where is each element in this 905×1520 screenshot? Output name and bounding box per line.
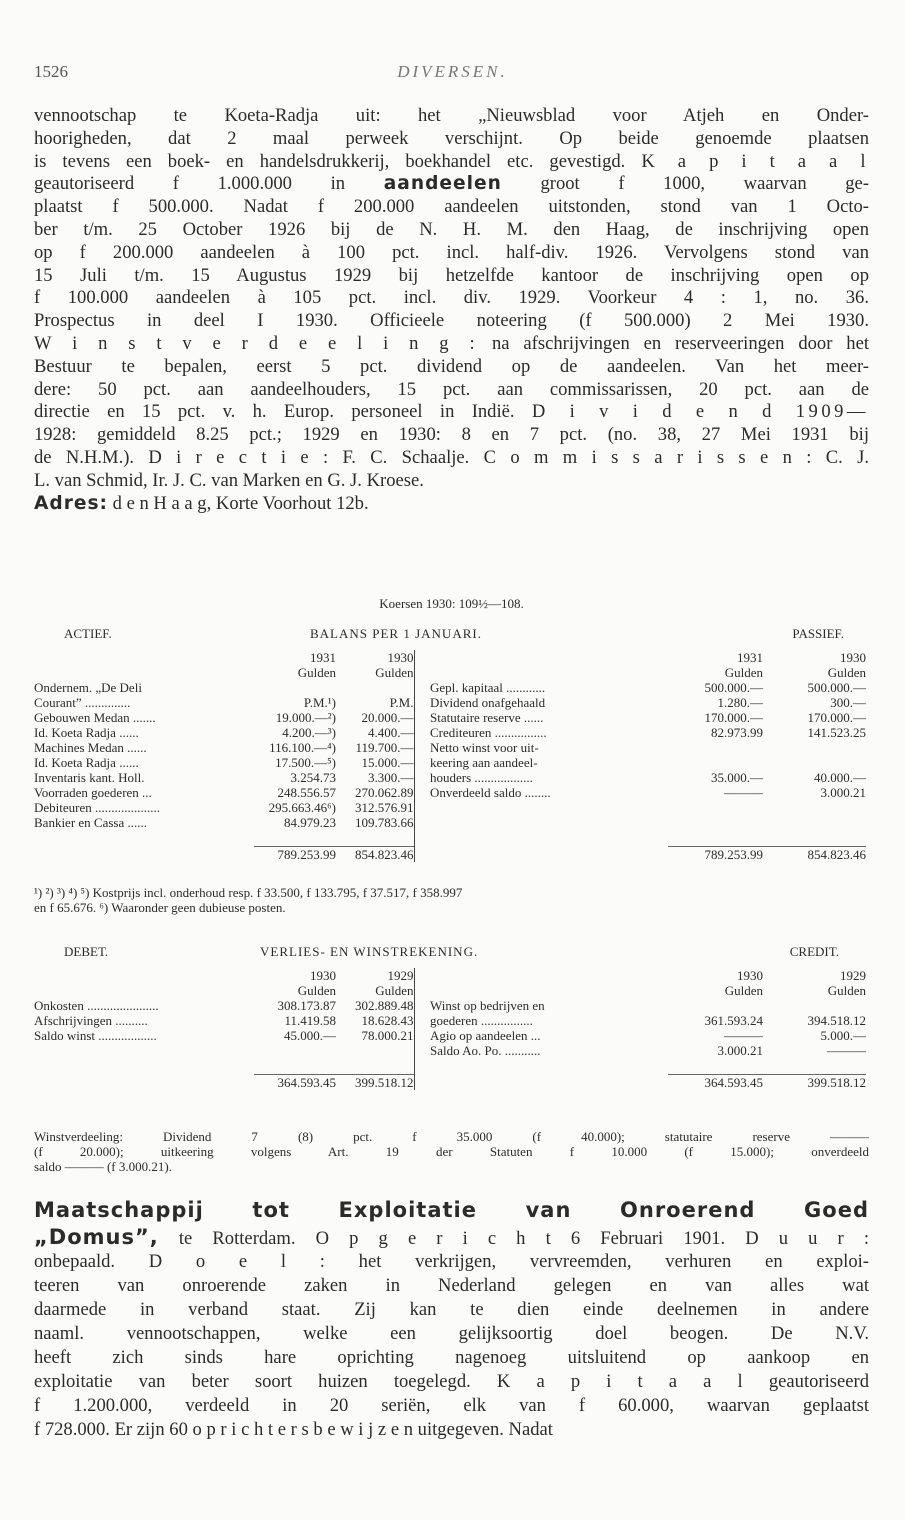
text-line: dere: 50 pct. aan aandeelhouders, 15 pct. aan commissarissen, 20 pct. aan de	[34, 378, 869, 400]
text-line: ber t/m. 25 October 1926 bij de N. H. M. den Haag, de inschrijving open	[34, 218, 869, 240]
row-value: 5.000.—	[820, 1028, 866, 1043]
kapitaal-label: K a p i t a a l	[641, 150, 869, 172]
text-line: plaatst f 500.000. Nadat f 200.000 aandeelen uitstonden, stond van 1 Octo-	[34, 196, 869, 218]
currency-row	[34, 665, 866, 680]
total-value: 854.823.46	[763, 846, 866, 862]
row-value: ———	[724, 785, 763, 800]
text-segment: directie en 15 pct. v. h. Europ. personeel in Indië.	[34, 401, 515, 423]
currency-header: Gulden	[375, 665, 414, 680]
blank-cell	[254, 830, 336, 846]
row-value: 17.500.—⁵)	[275, 755, 336, 770]
totals-row	[34, 1074, 866, 1090]
row-value	[254, 680, 336, 695]
row-value: 248.556.57	[277, 785, 336, 800]
spacer-row	[34, 1058, 866, 1074]
domus-text	[34, 1250, 869, 1442]
currency-header: Gulden	[375, 983, 414, 998]
text-line: Prospectus in deel I 1930. Officieele noteering (f 500.000) 2 Mei 1930.	[34, 310, 869, 332]
separator	[414, 830, 430, 846]
row-label: goederen ................	[430, 1013, 533, 1028]
row-value: ———	[827, 1043, 866, 1058]
table-row	[34, 725, 866, 740]
row-label: Saldo Ao. Po. ...........	[430, 1043, 541, 1058]
text-line: f 100.000 aandeelen à 105 pct. incl. div. 1929. Voorkeur 4 : 1, no. 36.	[34, 287, 869, 309]
row-value: 3.254.73	[290, 770, 336, 785]
row-value	[668, 740, 763, 755]
row-value: P.M.	[389, 695, 414, 710]
row-value	[668, 800, 763, 815]
separator	[414, 740, 430, 755]
text-line: f 728.000. Er zijn 60 o p r i c h t e r s b e w i j z e n uitgegeven. Nadat	[34, 1419, 553, 1440]
passief-label: PASSIEF.	[792, 626, 844, 641]
blank-cell	[430, 650, 668, 665]
running-title: DIVERSEN.	[397, 62, 508, 81]
separator	[414, 983, 430, 998]
row-value	[668, 998, 763, 1013]
koersen-line	[34, 596, 869, 612]
blank-cell	[336, 1058, 414, 1074]
row-value	[336, 1043, 414, 1058]
separator	[414, 665, 430, 680]
text-line: heeft zich sinds hare oprichting nagenoeg uitsluitend op aankoop en	[34, 1347, 869, 1368]
text-line: f 1.200.000, verdeeld in 20 seriën, elk van f 60.000, waarvan geplaatst	[34, 1395, 869, 1416]
text-line: exploitatie van beter soort huizen toegelegd. K a p i t a a l geautoriseerd	[34, 1371, 869, 1392]
year-header: 1930	[387, 650, 414, 665]
blank-cell	[254, 1058, 336, 1074]
separator	[414, 680, 430, 695]
separator	[414, 755, 430, 770]
debet-label: DEBET.	[64, 944, 109, 959]
text-line: L. van Schmid, Ir. J. C. van Marken en G. J. Kroese.	[34, 469, 424, 491]
blank-cell	[430, 665, 668, 680]
total-value: 854.823.46	[336, 846, 414, 862]
spacer-row	[34, 830, 866, 846]
text-line: vennootschap te Koeta-Radja uit: het „Nieuwsblad voor Atjeh en Onder-	[34, 105, 869, 126]
separator	[414, 815, 430, 830]
blank-cell	[34, 665, 254, 680]
row-label: Netto winst voor uit-	[430, 740, 539, 755]
row-value: 500.000.—	[807, 680, 866, 695]
adres-value: d e n H a a g, Korte Voorhout 12b.	[112, 492, 369, 514]
separator	[414, 695, 430, 710]
row-value: 308.173.87	[277, 998, 336, 1013]
row-value	[763, 740, 866, 755]
blank-cell	[34, 1074, 254, 1090]
aandeelen-bold: aandeelen	[383, 173, 502, 195]
table-row	[34, 740, 866, 755]
text-line	[34, 1224, 869, 1250]
row-label: Crediteuren ................	[430, 725, 547, 740]
blank-cell	[668, 830, 763, 846]
row-value: 170.000.—	[807, 710, 866, 725]
row-value: 1.280.—	[717, 695, 763, 710]
blank-cell	[430, 846, 668, 862]
year-header: 1930	[737, 968, 763, 983]
text-line: 1928: gemiddeld 8.25 pct.; 1929 en 1930: 8 en 7 pct. (no. 38, 27 Mei 1931 bij	[34, 424, 869, 446]
row-value: 78.000.21	[361, 1028, 414, 1043]
row-label	[430, 800, 668, 815]
row-label: Onkosten ......................	[34, 998, 159, 1013]
text-line	[34, 151, 869, 174]
year-header: 1931	[737, 650, 763, 665]
blank-cell	[430, 1058, 668, 1074]
text-segment: te Rotterdam. O p g e r i c h t 6 Februari 1901. D u u r :	[178, 1228, 869, 1249]
blank-cell	[430, 1074, 668, 1090]
row-value	[668, 815, 763, 830]
row-value: 35.000.—	[711, 770, 763, 785]
table-row	[34, 1028, 866, 1043]
total-value: 364.593.45	[254, 1074, 336, 1090]
row-value: 270.062.89	[355, 785, 414, 800]
separator	[414, 1074, 430, 1090]
year-header: 1930	[310, 968, 336, 983]
row-label: Gebouwen Medan .......	[34, 710, 156, 725]
total-value: 399.518.12	[336, 1074, 414, 1090]
year-row	[34, 650, 866, 665]
text-line: Bestuur te bepalen, eerst 5 pct. dividend op de aandeelen. Van het meer-	[34, 355, 869, 377]
row-label: Debiteuren ....................	[34, 800, 161, 815]
row-value: 116.100.—⁴)	[269, 740, 336, 755]
row-label: Gepl. kapitaal ............	[430, 680, 546, 695]
table-row	[34, 1013, 866, 1028]
text-segment: geautoriseerd f 1.000.000 in	[34, 173, 346, 195]
separator	[414, 710, 430, 725]
separator	[414, 968, 430, 983]
row-value: 4.400.—	[368, 725, 414, 740]
blank-cell	[430, 830, 668, 846]
text-line: op f 200.000 aandeelen à 100 pct. incl. half-div. 1926. Vervolgens stond van	[34, 241, 869, 263]
balans-footnotes	[34, 885, 869, 915]
table-row	[34, 755, 866, 770]
row-label: Id. Koeta Radja ......	[34, 725, 139, 740]
blank-cell	[34, 830, 254, 846]
company-name-quoted: „Domus”,	[34, 1225, 159, 1249]
koersen: Koersen 1930: 109½—108.	[379, 596, 524, 611]
company-description	[34, 105, 869, 515]
year-header: 1930	[840, 650, 866, 665]
row-value	[763, 755, 866, 770]
row-label: Inventaris kant. Holl.	[34, 770, 145, 785]
row-value: 302.889.48	[355, 998, 414, 1013]
verlies-heading	[34, 944, 869, 960]
table-row	[34, 1043, 866, 1058]
adres-label: Adres:	[34, 492, 108, 514]
row-label: Ondernem. „De Deli	[34, 680, 142, 695]
text-line: daarmede in verband staat. Zij kan te dien einde deelnemen in andere	[34, 1299, 869, 1320]
table-row	[34, 710, 866, 725]
currency-header: Gulden	[724, 983, 763, 998]
separator	[414, 1028, 430, 1043]
winstverdeeling-label: W i n s t v e r d e e l i n g :	[34, 332, 479, 354]
separator	[414, 846, 430, 862]
text-line: 15 Juli t/m. 15 Augustus 1929 bij hetzelfde kantoor de inschrijving open op	[34, 264, 869, 286]
row-value	[763, 800, 866, 815]
table-row	[34, 695, 866, 710]
row-label: Winst op bedrijven en	[430, 998, 545, 1013]
currency-header: Gulden	[297, 983, 336, 998]
table-row	[34, 998, 866, 1013]
separator	[414, 650, 430, 665]
text-line	[34, 333, 869, 356]
footnote: ¹) ²) ³) ⁴) ⁵) Kostprijs incl. onderhoud resp. f 33.500, f 133.795, f 37.517, f 358.997	[34, 885, 463, 900]
note-line: saldo ——— (f 3.000.21).	[34, 1159, 172, 1174]
separator	[414, 1013, 430, 1028]
row-value: 15.000.—	[361, 755, 414, 770]
text-line: onbepaald. D o e l : het verkrijgen, vervreemden, verhuren en exploi-	[34, 1251, 869, 1272]
row-value	[336, 680, 414, 695]
currency-header: Gulden	[297, 665, 336, 680]
row-value	[763, 815, 866, 830]
row-value: 84.979.23	[284, 815, 336, 830]
balans-heading	[34, 626, 869, 642]
row-label: Afschrijvingen ..........	[34, 1013, 148, 1028]
currency-row	[34, 983, 866, 998]
separator	[414, 1058, 430, 1074]
row-label	[34, 1043, 254, 1058]
text-line	[34, 173, 869, 196]
blank-cell	[34, 968, 254, 983]
row-value: 361.593.24	[704, 1013, 763, 1028]
text-segment: na afschrijvingen en reserveeringen door het	[492, 332, 869, 354]
row-value: 18.628.43	[361, 1013, 414, 1028]
blank-cell	[763, 830, 866, 846]
row-value: 45.000.—	[284, 1028, 336, 1043]
domus-section	[34, 1196, 869, 1442]
row-label: Bankier en Cassa ......	[34, 815, 148, 830]
row-value: 3.000.21	[820, 785, 866, 800]
page-number: 1526	[34, 62, 68, 81]
row-value: 500.000.—	[704, 680, 763, 695]
currency-header: Gulden	[827, 983, 866, 998]
blank-cell	[34, 983, 254, 998]
row-value: 170.000.—	[704, 710, 763, 725]
row-value	[763, 998, 866, 1013]
credit-label: CREDIT.	[789, 944, 839, 959]
separator	[414, 800, 430, 815]
row-value: 312.576.91	[355, 800, 414, 815]
row-value	[254, 1043, 336, 1058]
row-label: houders ..................	[430, 770, 533, 785]
text-line	[34, 493, 869, 516]
year-header: 1929	[387, 968, 414, 983]
winstverdeeling-notes	[34, 1129, 869, 1174]
blank-cell	[430, 983, 668, 998]
separator	[414, 998, 430, 1013]
text-line: de N.H.M.). D i r e c t i e : F. C. Schaalje. C o m m i s s a r i s s e n : C. J.	[34, 446, 869, 468]
year-row	[34, 968, 866, 983]
separator	[414, 785, 430, 800]
balans-title: BALANS PER 1 JANUARI.	[310, 626, 482, 641]
balans-table	[34, 650, 866, 862]
table-row	[34, 680, 866, 695]
row-label: Dividend onafgehaald	[430, 695, 546, 710]
separator	[414, 770, 430, 785]
totals-row	[34, 846, 866, 862]
currency-header: Gulden	[827, 665, 866, 680]
currency-header: Gulden	[724, 665, 763, 680]
row-label: Machines Medan ......	[34, 740, 147, 755]
blank-cell	[763, 1058, 866, 1074]
year-header: 1931	[310, 650, 336, 665]
text-line: naaml. vennootschappen, welke een gelijksoortig doel beogen. De N.V.	[34, 1323, 869, 1344]
text-line: teeren van onroerende zaken in Nederland gelegen en van alles wat	[34, 1275, 869, 1296]
separator	[414, 725, 430, 740]
row-label	[430, 815, 668, 830]
row-value: 40.000.—	[814, 770, 866, 785]
table-row	[34, 800, 866, 815]
text-segment: is tevens een boek- en handelsdrukkerij, boekhandel etc. gevestigd.	[34, 150, 626, 172]
blank-cell	[336, 830, 414, 846]
blank-cell	[34, 1058, 254, 1074]
separator	[414, 1043, 430, 1058]
row-label: Saldo winst ..................	[34, 1028, 157, 1043]
row-value: 4.200.—³)	[282, 725, 336, 740]
text-line: hoorigheden, dat 2 maal perweek verschijnt. Op beide genoemde plaatsen	[34, 127, 869, 149]
verlies-table	[34, 968, 866, 1090]
note-line: (f 20.000); uitkeering volgens Art. 19 der Statuten f 10.000 (f 15.000); onverdeeld	[34, 1144, 869, 1159]
verlies-title: VERLIES- EN WINSTREKENING.	[260, 944, 479, 959]
table-row	[34, 815, 866, 830]
row-value: 119.700.—	[355, 740, 414, 755]
table-row	[34, 785, 866, 800]
total-value: 399.518.12	[763, 1074, 866, 1090]
row-label: Id. Koeta Radja ......	[34, 755, 139, 770]
row-value: 300.—	[830, 695, 866, 710]
row-label: Onverdeeld saldo ........	[430, 785, 551, 800]
total-value: 789.253.99	[668, 846, 763, 862]
actief-label: ACTIEF.	[64, 626, 112, 641]
row-label: Agio op aandeelen ...	[430, 1028, 541, 1043]
row-value: 20.000.—	[361, 710, 414, 725]
company-name: Maatschappij tot Exploitatie van Onroerend Goed	[34, 1198, 869, 1222]
row-value: 19.000.—²)	[275, 710, 336, 725]
footnote: en f 65.676. ⁶) Waaronder geen dubieuse posten.	[34, 900, 286, 915]
row-value: 141.523.25	[807, 725, 866, 740]
blank-cell	[668, 1058, 763, 1074]
blank-cell	[34, 650, 254, 665]
table-row	[34, 770, 866, 785]
total-value: 789.253.99	[254, 846, 336, 862]
total-value: 364.593.45	[668, 1074, 763, 1090]
row-value: 3.000.21	[717, 1043, 763, 1058]
row-label: Voorraden goederen ...	[34, 785, 152, 800]
page-header	[34, 62, 871, 86]
row-value: 295.663.46⁶)	[268, 800, 336, 815]
row-value	[668, 755, 763, 770]
blank-cell	[34, 846, 254, 862]
row-value: 394.518.12	[807, 1013, 866, 1028]
year-header: 1929	[840, 968, 866, 983]
row-value: 3.300.—	[368, 770, 414, 785]
row-value: 109.783.66	[355, 815, 414, 830]
row-value: 82.973.99	[711, 725, 763, 740]
text-line	[34, 401, 869, 424]
note-line: Winstverdeeling: Dividend 7 (8) pct. f 35.000 (f 40.000); statutaire reserve ———	[34, 1129, 869, 1144]
blank-cell	[430, 968, 668, 983]
row-value: 11.419.58	[284, 1013, 336, 1028]
row-label: Statutaire reserve ......	[430, 710, 544, 725]
text-segment: groot f 1000, waarvan ge-	[540, 173, 869, 195]
row-value: P.M.¹)	[303, 695, 336, 710]
dividend-label: D i v i d e n d 1909—	[531, 401, 869, 423]
row-label: keering aan aandeel-	[430, 755, 538, 770]
row-value: ———	[724, 1028, 763, 1043]
row-label: Courant” ..............	[34, 695, 131, 710]
